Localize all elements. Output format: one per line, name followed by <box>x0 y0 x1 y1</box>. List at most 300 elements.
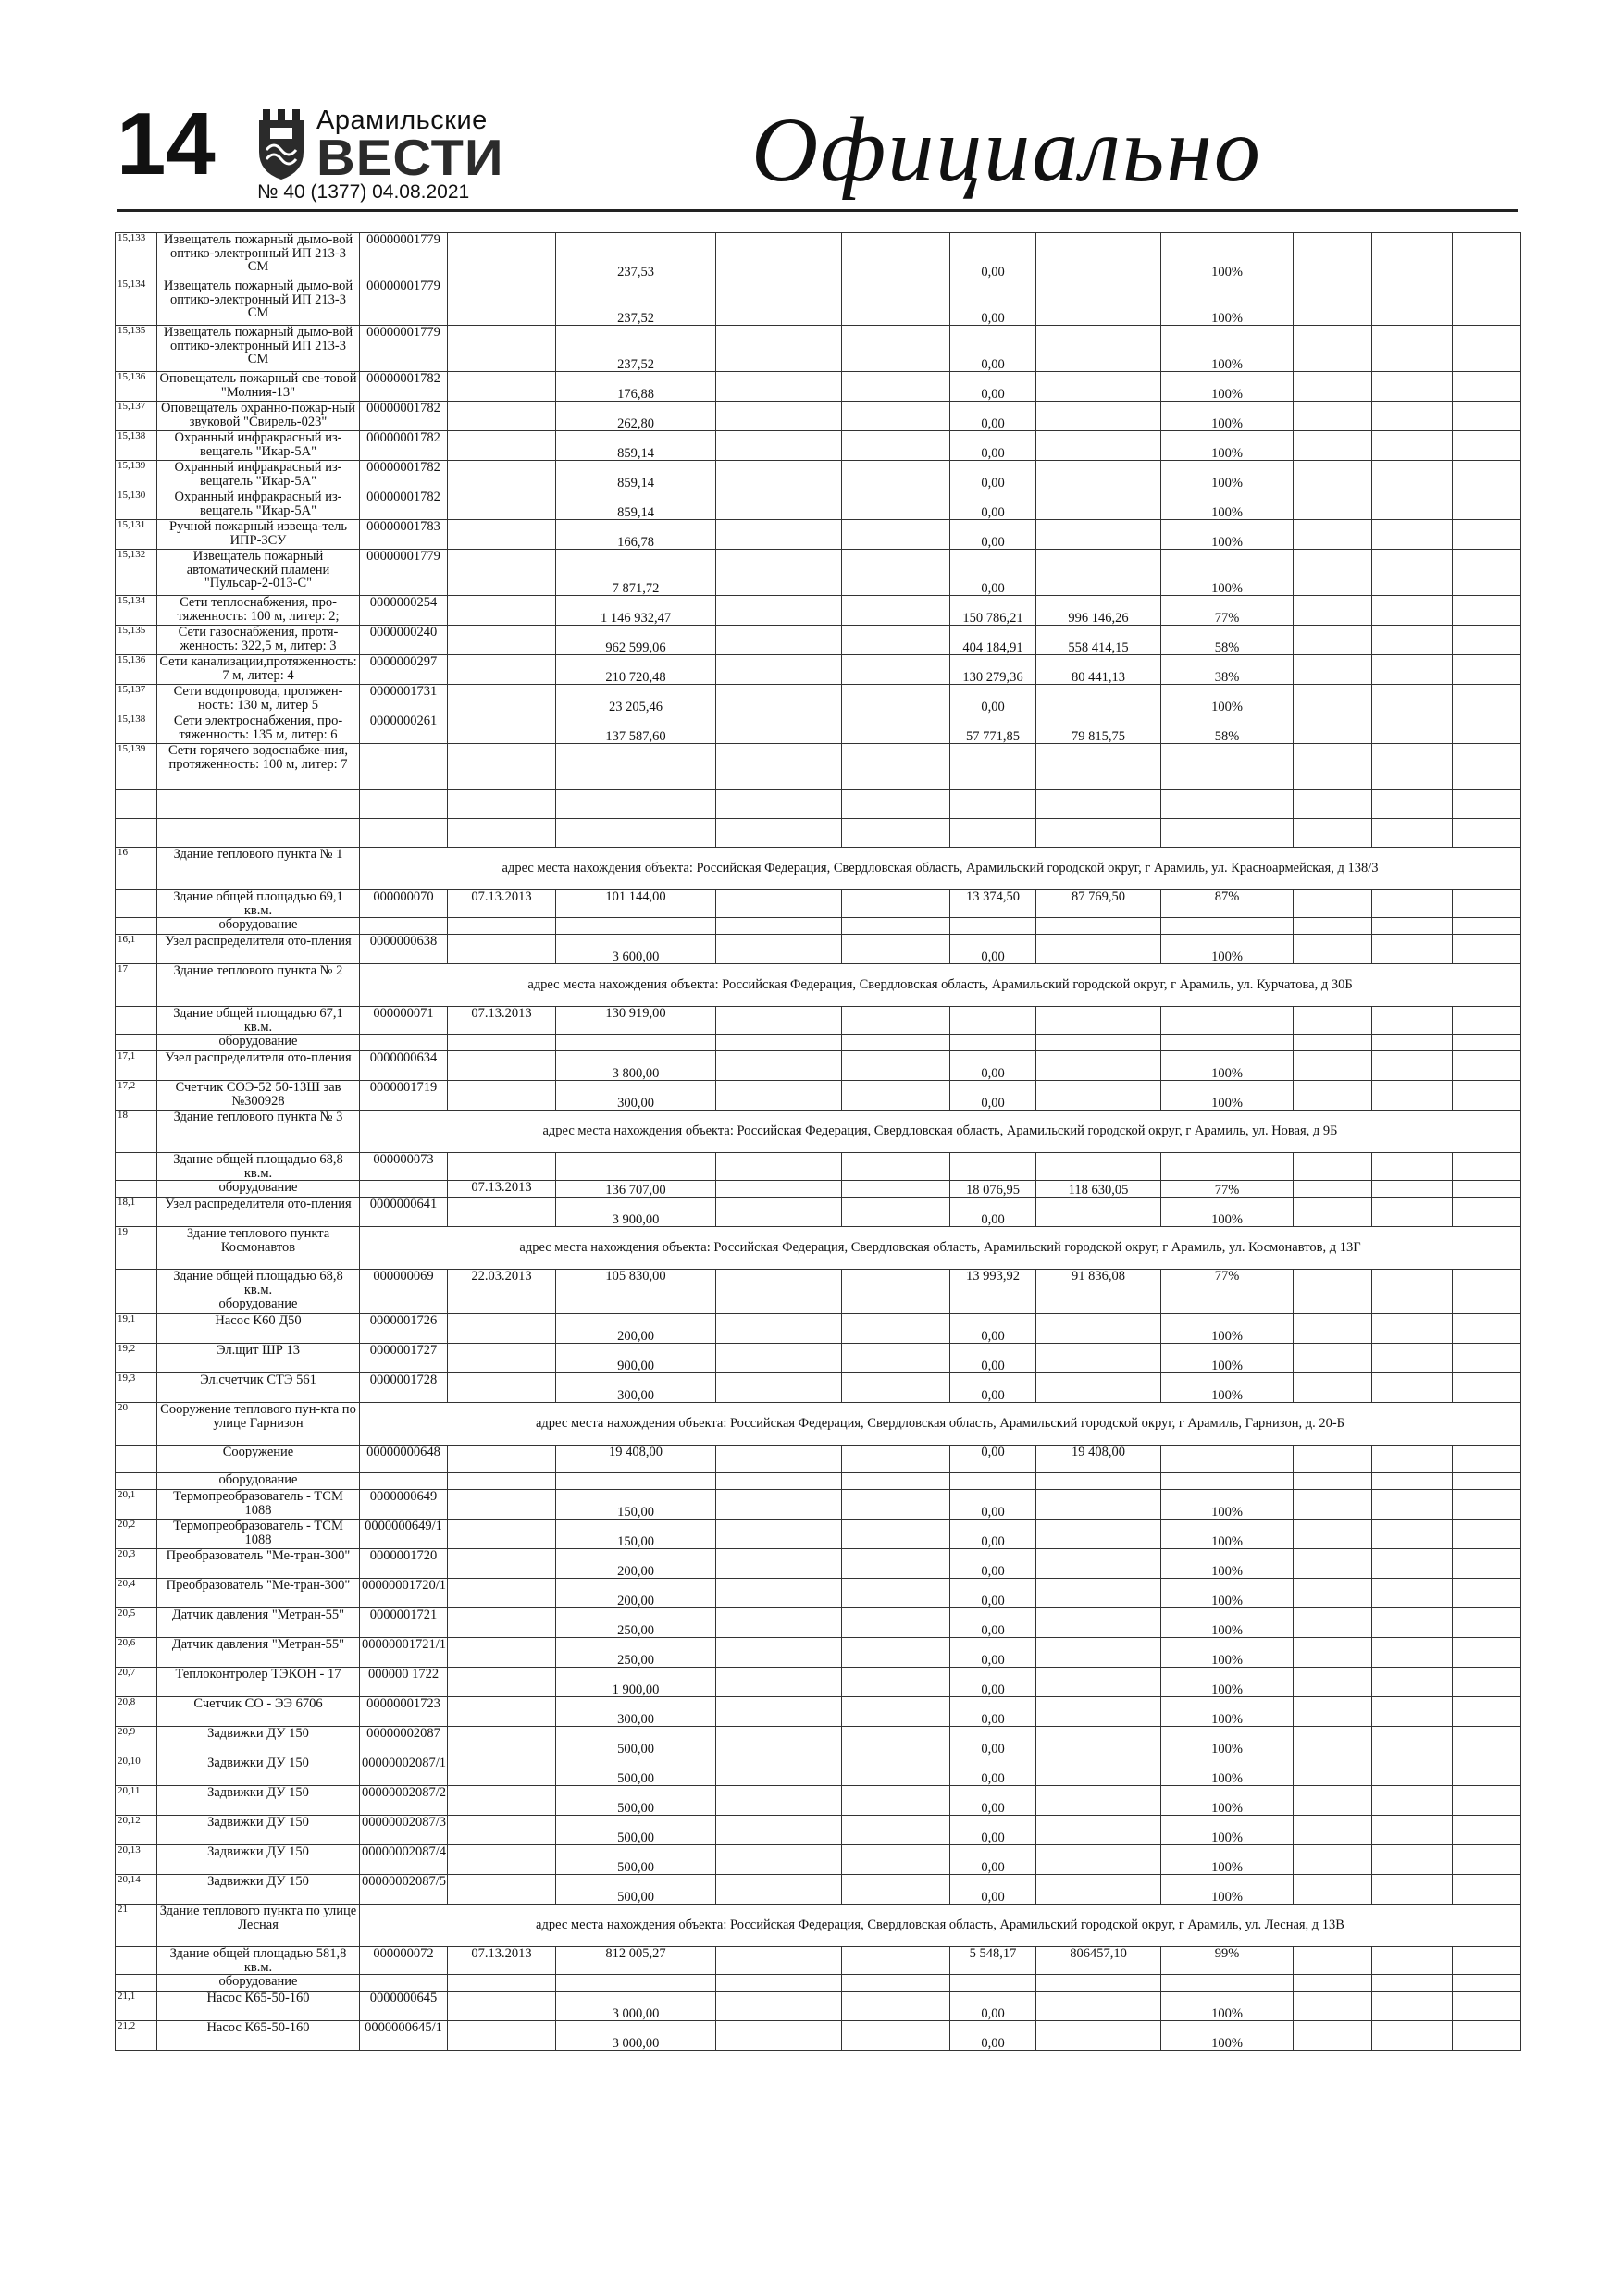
row-residual <box>1036 1520 1161 1549</box>
row-index: 15,137 <box>116 402 157 431</box>
row-residual <box>1036 1007 1161 1035</box>
table-row <box>116 890 1521 918</box>
table-row <box>116 1446 1521 1473</box>
table-row <box>116 1007 1521 1035</box>
row-depreciation: 0,00 <box>950 520 1036 550</box>
row-date <box>448 1549 556 1579</box>
row-date <box>448 431 556 461</box>
cell <box>1294 1446 1372 1473</box>
row-residual <box>1036 1297 1161 1314</box>
row-residual <box>1036 520 1161 550</box>
row-date <box>448 1081 556 1111</box>
row-depreciation: 0,00 <box>950 233 1036 279</box>
row-depreciation: 0,00 <box>950 1875 1036 1905</box>
row-residual <box>1036 1727 1161 1756</box>
cell <box>1453 1786 1521 1816</box>
row-cost: 176,88 <box>556 372 716 402</box>
cell <box>716 279 842 326</box>
property-table <box>115 232 1521 2051</box>
row-date <box>448 1297 556 1314</box>
row-residual <box>1036 1786 1161 1816</box>
row-depreciation <box>950 1297 1036 1314</box>
row-index <box>116 1297 157 1314</box>
cell <box>842 626 950 655</box>
row-depreciation <box>950 1007 1036 1035</box>
row-name: Преобразователь "Ме-тран-300" <box>157 1579 360 1608</box>
row-percent: 100% <box>1161 2021 1294 2051</box>
row-inventory: 00000001779 <box>360 279 448 326</box>
table-row <box>116 1490 1521 1520</box>
row-percent: 100% <box>1161 402 1294 431</box>
row-percent: 87% <box>1161 890 1294 918</box>
row-cost: 105 830,00 <box>556 1270 716 1297</box>
row-name: Счетчик СОЭ-52 50-13Ш зав №300928 <box>157 1081 360 1111</box>
row-depreciation: 404 184,91 <box>950 626 1036 655</box>
cell <box>716 1579 842 1608</box>
row-cost <box>556 1473 716 1490</box>
cell <box>556 790 716 819</box>
cell <box>1294 890 1372 918</box>
row-inventory: 0000001720 <box>360 1549 448 1579</box>
cell <box>1453 685 1521 714</box>
row-cost: 859,14 <box>556 490 716 520</box>
cell <box>1453 326 1521 372</box>
row-depreciation: 0,00 <box>950 1579 1036 1608</box>
cell <box>842 1608 950 1638</box>
row-name: Сети теплоснабжения, про-тяженность: 100 м, литер: 2; <box>157 596 360 626</box>
cell <box>1294 1608 1372 1638</box>
cell <box>1453 655 1521 685</box>
row-date <box>448 655 556 685</box>
row-inventory: 00000001782 <box>360 490 448 520</box>
row-date <box>448 1373 556 1403</box>
row-depreciation: 13 374,50 <box>950 890 1036 918</box>
section-row <box>116 964 1521 1007</box>
cell <box>1294 490 1372 520</box>
row-date <box>448 1845 556 1875</box>
cell <box>448 819 556 848</box>
row-date <box>448 1975 556 1992</box>
cell <box>1453 1153 1521 1181</box>
cell <box>1294 1947 1372 1975</box>
cell <box>716 1816 842 1845</box>
row-name: Извещатель пожарный дымо-вой оптико-электронный ИП 213-3 СМ <box>157 279 360 326</box>
row-name: оборудование <box>157 1297 360 1314</box>
row-percent: 100% <box>1161 1520 1294 1549</box>
row-date: 22.03.2013 <box>448 1270 556 1297</box>
table-row <box>116 819 1521 848</box>
row-depreciation: 0,00 <box>950 461 1036 490</box>
row-cost: 136 707,00 <box>556 1181 716 1198</box>
table-row <box>116 1579 1521 1608</box>
section-title: Официально <box>751 98 1262 201</box>
row-percent <box>1161 1473 1294 1490</box>
row-depreciation: 0,00 <box>950 1081 1036 1111</box>
row-date <box>448 1473 556 1490</box>
cell <box>1161 790 1294 819</box>
row-date <box>448 1875 556 1905</box>
row-cost: 250,00 <box>556 1638 716 1668</box>
row-residual: 80 441,13 <box>1036 655 1161 685</box>
row-percent: 77% <box>1161 596 1294 626</box>
cell <box>1453 1668 1521 1697</box>
row-residual <box>1036 1816 1161 1845</box>
cell <box>1294 1473 1372 1490</box>
row-percent <box>1161 1297 1294 1314</box>
row-percent: 100% <box>1161 1490 1294 1520</box>
cell <box>1372 1314 1453 1344</box>
row-depreciation: 0,00 <box>950 685 1036 714</box>
cell <box>716 1007 842 1035</box>
row-percent <box>1161 1153 1294 1181</box>
header-rule <box>117 209 1518 212</box>
row-percent <box>1161 1975 1294 1992</box>
row-name: Термопреобразователь - ТСМ 1088 <box>157 1490 360 1520</box>
row-name: Задвижки ДУ 150 <box>157 1727 360 1756</box>
row-inventory: 00000002087/5 <box>360 1875 448 1905</box>
table-row <box>116 372 1521 402</box>
cell <box>1294 1490 1372 1520</box>
row-cost: 500,00 <box>556 1875 716 1905</box>
cell <box>716 1051 842 1081</box>
row-cost: 1 146 932,47 <box>556 596 716 626</box>
cell <box>1453 1520 1521 1549</box>
row-index: 16,1 <box>116 935 157 964</box>
cell <box>716 1992 842 2021</box>
row-percent: 100% <box>1161 1314 1294 1344</box>
row-percent: 100% <box>1161 1727 1294 1756</box>
row-name: Охранный инфракрасный из-вещатель "Икар-5А" <box>157 461 360 490</box>
cell <box>1453 918 1521 935</box>
cell <box>1036 819 1161 848</box>
row-inventory: 000000070 <box>360 890 448 918</box>
row-index: 15,131 <box>116 520 157 550</box>
cell <box>1294 1668 1372 1697</box>
cell <box>842 1081 950 1111</box>
row-name: Сооружение <box>157 1446 360 1473</box>
cell <box>1453 2021 1521 2051</box>
row-index <box>116 1947 157 1975</box>
cell <box>1453 1549 1521 1579</box>
cell <box>1294 1638 1372 1668</box>
cell <box>1294 1845 1372 1875</box>
row-inventory: 00000001782 <box>360 431 448 461</box>
row-index: 20,14 <box>116 1875 157 1905</box>
cell <box>842 1198 950 1227</box>
cell <box>1294 279 1372 326</box>
row-depreciation: 57 771,85 <box>950 714 1036 744</box>
row-depreciation <box>950 1153 1036 1181</box>
row-inventory: 00000000648 <box>360 1446 448 1473</box>
row-depreciation: 150 786,21 <box>950 596 1036 626</box>
cell <box>1372 490 1453 520</box>
row-depreciation: 0,00 <box>950 1786 1036 1816</box>
row-index: 15,132 <box>116 550 157 596</box>
section-row <box>116 1403 1521 1446</box>
cell <box>1294 685 1372 714</box>
cell <box>842 1473 950 1490</box>
row-inventory: 00000001721/1 <box>360 1638 448 1668</box>
table-row <box>116 1051 1521 1081</box>
row-cost: 300,00 <box>556 1697 716 1727</box>
row-index <box>116 1035 157 1051</box>
cell <box>1453 1816 1521 1845</box>
cell <box>716 1756 842 1786</box>
row-residual <box>1036 1473 1161 1490</box>
cell <box>1453 1608 1521 1638</box>
table-row <box>116 1181 1521 1198</box>
row-inventory: 00000001779 <box>360 550 448 596</box>
table-row <box>116 520 1521 550</box>
row-cost <box>556 1035 716 1051</box>
cell <box>716 1035 842 1051</box>
row-percent: 100% <box>1161 372 1294 402</box>
row-cost: 150,00 <box>556 1490 716 1520</box>
cell <box>1161 819 1294 848</box>
row-date <box>448 685 556 714</box>
cell <box>157 819 360 848</box>
row-residual <box>1036 744 1161 790</box>
row-index: 20,13 <box>116 1845 157 1875</box>
cell <box>1372 935 1453 964</box>
cell <box>1453 1992 1521 2021</box>
section-index: 18 <box>116 1111 157 1153</box>
row-residual <box>1036 1579 1161 1608</box>
masthead <box>0 0 1623 231</box>
cell <box>716 1473 842 1490</box>
cell <box>716 655 842 685</box>
row-index: 20,12 <box>116 1816 157 1845</box>
row-depreciation: 0,00 <box>950 490 1036 520</box>
row-index: 20,7 <box>116 1668 157 1697</box>
row-residual <box>1036 1198 1161 1227</box>
cell <box>842 1875 950 1905</box>
row-index: 15,133 <box>116 233 157 279</box>
row-depreciation: 0,00 <box>950 279 1036 326</box>
row-depreciation: 5 548,17 <box>950 1947 1036 1975</box>
row-depreciation: 0,00 <box>950 1344 1036 1373</box>
row-name: Сети канализации,протяженность: 7 м, литер: 4 <box>157 655 360 685</box>
row-cost <box>556 1975 716 1992</box>
row-date <box>448 1198 556 1227</box>
cell <box>1372 520 1453 550</box>
cell <box>842 1975 950 1992</box>
cell <box>842 2021 950 2051</box>
cell <box>842 1947 950 1975</box>
row-cost <box>556 918 716 935</box>
cell <box>842 1638 950 1668</box>
row-percent: 100% <box>1161 1668 1294 1697</box>
cell <box>842 685 950 714</box>
cell <box>1372 1081 1453 1111</box>
row-cost: 859,14 <box>556 431 716 461</box>
cell <box>1453 1314 1521 1344</box>
cell <box>842 1270 950 1297</box>
table-row <box>116 790 1521 819</box>
cell <box>1453 890 1521 918</box>
table-row <box>116 490 1521 520</box>
row-inventory: 00000001782 <box>360 461 448 490</box>
row-cost: 130 919,00 <box>556 1007 716 1035</box>
row-inventory: 0000000649/1 <box>360 1520 448 1549</box>
cell <box>1294 520 1372 550</box>
table-row <box>116 1198 1521 1227</box>
table-row <box>116 918 1521 935</box>
cell <box>716 1181 842 1198</box>
row-inventory <box>360 1297 448 1314</box>
cell <box>1294 1875 1372 1905</box>
row-inventory: 00000001782 <box>360 372 448 402</box>
row-index: 17,1 <box>116 1051 157 1081</box>
row-index: 20,2 <box>116 1520 157 1549</box>
row-inventory: 0000001721 <box>360 1608 448 1638</box>
section-name: Сооружение теплового пун-кта по улице Гарнизон <box>157 1403 360 1446</box>
cell <box>1294 1727 1372 1756</box>
cell <box>842 819 950 848</box>
cell <box>1453 1727 1521 1756</box>
cell <box>1372 1638 1453 1668</box>
cell <box>1372 1297 1453 1314</box>
cell <box>842 550 950 596</box>
row-name: оборудование <box>157 1975 360 1992</box>
row-inventory <box>360 1181 448 1198</box>
row-percent <box>1161 918 1294 935</box>
row-residual <box>1036 1081 1161 1111</box>
cell <box>1453 1473 1521 1490</box>
row-inventory: 0000001731 <box>360 685 448 714</box>
cell <box>1294 1297 1372 1314</box>
row-percent: 100% <box>1161 1051 1294 1081</box>
row-index <box>116 1473 157 1490</box>
cell <box>950 790 1036 819</box>
row-index: 18,1 <box>116 1198 157 1227</box>
row-inventory: 000000072 <box>360 1947 448 1975</box>
row-name: Насос К65-50-160 <box>157 1992 360 2021</box>
row-percent: 100% <box>1161 1697 1294 1727</box>
row-date <box>448 1638 556 1668</box>
row-inventory: 0000000240 <box>360 626 448 655</box>
cell <box>1372 1975 1453 1992</box>
row-name: Преобразователь "Ме-тран-300" <box>157 1549 360 1579</box>
cell <box>1453 279 1521 326</box>
row-inventory <box>360 744 448 790</box>
row-index: 15,134 <box>116 279 157 326</box>
cell <box>716 819 842 848</box>
cell <box>1372 1446 1453 1473</box>
cell <box>1294 1081 1372 1111</box>
page-number: 14 <box>117 94 216 193</box>
cell <box>1294 1520 1372 1549</box>
row-date <box>448 1446 556 1473</box>
cell <box>716 1638 842 1668</box>
row-name: Задвижки ДУ 150 <box>157 1875 360 1905</box>
cell <box>1372 372 1453 402</box>
cell <box>842 790 950 819</box>
row-residual <box>1036 326 1161 372</box>
cell <box>842 1007 950 1035</box>
row-index: 19,2 <box>116 1344 157 1373</box>
row-residual <box>1036 918 1161 935</box>
row-cost: 19 408,00 <box>556 1446 716 1473</box>
cell <box>842 461 950 490</box>
section-index: 19 <box>116 1227 157 1270</box>
row-inventory: 0000000254 <box>360 596 448 626</box>
cell <box>842 431 950 461</box>
row-depreciation: 0,00 <box>950 1373 1036 1403</box>
row-percent: 58% <box>1161 626 1294 655</box>
row-depreciation: 0,00 <box>950 2021 1036 2051</box>
row-cost: 1 900,00 <box>556 1668 716 1697</box>
row-residual <box>1036 1875 1161 1905</box>
cell <box>1372 1490 1453 1520</box>
row-percent: 100% <box>1161 1373 1294 1403</box>
row-residual <box>1036 935 1161 964</box>
row-percent <box>1161 1035 1294 1051</box>
row-depreciation: 0,00 <box>950 1845 1036 1875</box>
row-depreciation: 0,00 <box>950 1668 1036 1697</box>
cell <box>842 1727 950 1756</box>
cell <box>1294 1270 1372 1297</box>
cell <box>1372 1697 1453 1727</box>
cell <box>1294 1007 1372 1035</box>
cell <box>842 744 950 790</box>
row-residual <box>1036 1051 1161 1081</box>
row-inventory: 00000001779 <box>360 326 448 372</box>
table-row <box>116 431 1521 461</box>
row-cost: 262,80 <box>556 402 716 431</box>
cell <box>1294 744 1372 790</box>
cell <box>1372 1816 1453 1845</box>
table-row <box>116 1845 1521 1875</box>
cell <box>1294 790 1372 819</box>
row-name: Задвижки ДУ 150 <box>157 1756 360 1786</box>
row-residual <box>1036 2021 1161 2051</box>
row-date <box>448 1490 556 1520</box>
row-name: Задвижки ДУ 150 <box>157 1816 360 1845</box>
row-cost: 500,00 <box>556 1845 716 1875</box>
cell <box>1372 1520 1453 1549</box>
section-address: адрес места нахождения объекта: Российская Федерация, Свердловская область, Арамильский городской округ, г Арамиль, ул. Красноармейская, д 138/3 <box>360 848 1521 890</box>
row-cost: 150,00 <box>556 1520 716 1549</box>
row-cost <box>556 744 716 790</box>
cell <box>716 1081 842 1111</box>
cell <box>1372 655 1453 685</box>
row-residual: 91 836,08 <box>1036 1270 1161 1297</box>
cell <box>716 1153 842 1181</box>
row-name: Извещатель пожарный дымо-вой оптико-электронный ИП 213-3 СМ <box>157 233 360 279</box>
cell <box>1294 1373 1372 1403</box>
row-inventory: 00000001720/1 <box>360 1579 448 1608</box>
cell <box>716 890 842 918</box>
row-index: 15,135 <box>116 626 157 655</box>
cell <box>448 790 556 819</box>
table-row <box>116 1975 1521 1992</box>
row-name: оборудование <box>157 918 360 935</box>
row-percent: 99% <box>1161 1947 1294 1975</box>
row-percent: 100% <box>1161 520 1294 550</box>
row-inventory <box>360 1035 448 1051</box>
cell <box>1372 1549 1453 1579</box>
section-row <box>116 1227 1521 1270</box>
row-date <box>448 1786 556 1816</box>
row-residual <box>1036 1756 1161 1786</box>
cell <box>716 490 842 520</box>
row-index: 19,1 <box>116 1314 157 1344</box>
table-row <box>116 1756 1521 1786</box>
cell <box>716 233 842 279</box>
section-name: Здание теплового пункта № 1 <box>157 848 360 890</box>
cell <box>1453 1490 1521 1520</box>
